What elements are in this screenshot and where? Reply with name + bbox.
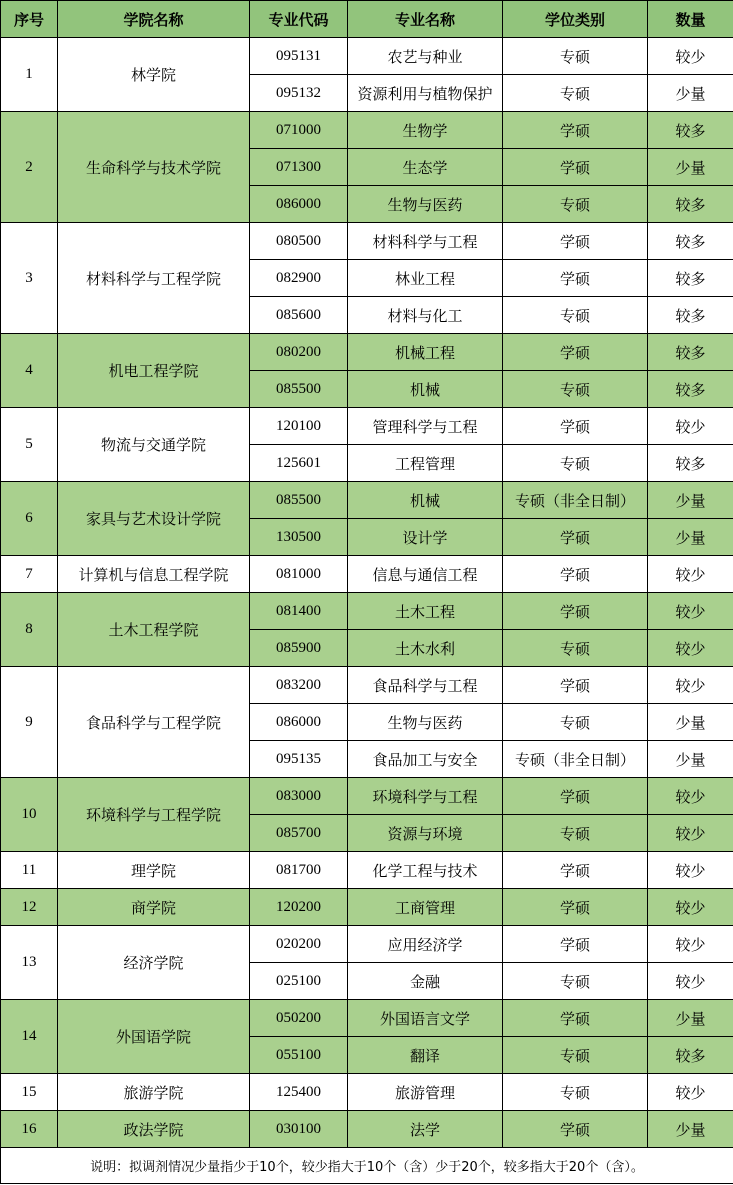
cell-degree: 学硕 <box>503 889 648 926</box>
cell-quantity: 较少 <box>648 1074 733 1111</box>
cell-index: 9 <box>1 667 58 778</box>
cell-college: 政法学院 <box>58 1111 250 1148</box>
cell-degree: 专硕 <box>503 1074 648 1111</box>
cell-major: 生物与医药 <box>348 704 503 741</box>
cell-major: 旅游管理 <box>348 1074 503 1111</box>
cell-code: 082900 <box>250 260 348 297</box>
cell-major: 翻译 <box>348 1037 503 1074</box>
cell-college: 家具与艺术设计学院 <box>58 482 250 556</box>
cell-degree: 专硕 <box>503 371 648 408</box>
table-body <box>1 38 733 1148</box>
cell-degree: 专硕 <box>503 815 648 852</box>
cell-major: 生物与医药 <box>348 186 503 223</box>
cell-code: 085500 <box>250 371 348 408</box>
cell-degree: 专硕 <box>503 704 648 741</box>
cell-college: 环境科学与工程学院 <box>58 778 250 852</box>
cell-code: 081000 <box>250 556 348 593</box>
cell-degree: 学硕 <box>503 778 648 815</box>
cell-code: 025100 <box>250 963 348 1000</box>
cell-code: 080200 <box>250 334 348 371</box>
cell-college: 计算机与信息工程学院 <box>58 556 250 593</box>
cell-code: 081400 <box>250 593 348 630</box>
cell-college: 机电工程学院 <box>58 334 250 408</box>
cell-index: 12 <box>1 889 58 926</box>
table-row <box>1 482 733 519</box>
cell-major: 工程管理 <box>348 445 503 482</box>
cell-degree: 学硕 <box>503 593 648 630</box>
cell-index: 7 <box>1 556 58 593</box>
cell-degree: 专硕 <box>503 186 648 223</box>
cell-index: 11 <box>1 852 58 889</box>
cell-degree: 学硕 <box>503 926 648 963</box>
cell-code: 071000 <box>250 112 348 149</box>
cell-college: 物流与交通学院 <box>58 408 250 482</box>
cell-quantity: 较多 <box>648 112 733 149</box>
cell-major: 土木水利 <box>348 630 503 667</box>
cell-degree: 学硕 <box>503 852 648 889</box>
cell-major: 设计学 <box>348 519 503 556</box>
cell-code: 081700 <box>250 852 348 889</box>
cell-degree: 专硕 <box>503 75 648 112</box>
cell-quantity: 较少 <box>648 889 733 926</box>
cell-quantity: 较少 <box>648 38 733 75</box>
header-row <box>1 1 733 38</box>
cell-quantity: 较多 <box>648 334 733 371</box>
cell-degree: 专硕 <box>503 1037 648 1074</box>
cell-code: 130500 <box>250 519 348 556</box>
cell-degree: 学硕 <box>503 223 648 260</box>
cell-major: 管理科学与工程 <box>348 408 503 445</box>
table-row <box>1 1111 733 1148</box>
cell-code: 120200 <box>250 889 348 926</box>
table-row <box>1 852 733 889</box>
cell-quantity: 较多 <box>648 260 733 297</box>
cell-quantity: 少量 <box>648 149 733 186</box>
cell-major: 生态学 <box>348 149 503 186</box>
cell-degree: 专硕 <box>503 630 648 667</box>
cell-quantity: 较少 <box>648 963 733 1000</box>
cell-quantity: 较少 <box>648 408 733 445</box>
cell-index: 8 <box>1 593 58 667</box>
table-row <box>1 778 733 815</box>
cell-major: 生物学 <box>348 112 503 149</box>
cell-quantity: 较多 <box>648 1037 733 1074</box>
cell-quantity: 较少 <box>648 852 733 889</box>
cell-quantity: 较少 <box>648 778 733 815</box>
cell-major: 环境科学与工程 <box>348 778 503 815</box>
cell-index: 1 <box>1 38 58 112</box>
cell-quantity: 较多 <box>648 223 733 260</box>
cell-major: 土木工程 <box>348 593 503 630</box>
cell-college: 经济学院 <box>58 926 250 1000</box>
cell-index: 10 <box>1 778 58 852</box>
cell-code: 083000 <box>250 778 348 815</box>
cell-index: 3 <box>1 223 58 334</box>
cell-degree: 专硕 <box>503 297 648 334</box>
cell-index: 4 <box>1 334 58 408</box>
table-row <box>1 926 733 963</box>
cell-quantity: 较少 <box>648 926 733 963</box>
cell-college: 材料科学与工程学院 <box>58 223 250 334</box>
cell-quantity: 较多 <box>648 371 733 408</box>
cell-quantity: 较少 <box>648 630 733 667</box>
cell-major: 林业工程 <box>348 260 503 297</box>
cell-quantity: 少量 <box>648 741 733 778</box>
cell-index: 6 <box>1 482 58 556</box>
cell-code: 085900 <box>250 630 348 667</box>
cell-major: 化学工程与技术 <box>348 852 503 889</box>
cell-code: 083200 <box>250 667 348 704</box>
header-cell-college: 学院名称 <box>58 1 250 38</box>
cell-quantity: 少量 <box>648 704 733 741</box>
cell-major: 外国语言文学 <box>348 1000 503 1037</box>
cell-degree: 专硕（非全日制） <box>503 482 648 519</box>
cell-degree: 学硕 <box>503 408 648 445</box>
cell-college: 土木工程学院 <box>58 593 250 667</box>
cell-degree: 学硕 <box>503 667 648 704</box>
cell-quantity: 较少 <box>648 593 733 630</box>
table-row <box>1 334 733 371</box>
cell-major: 机械 <box>348 482 503 519</box>
cell-quantity: 较多 <box>648 445 733 482</box>
header-cell-quantity: 数量 <box>648 1 733 38</box>
cell-code: 125601 <box>250 445 348 482</box>
cell-college: 林学院 <box>58 38 250 112</box>
cell-major: 材料与化工 <box>348 297 503 334</box>
cell-degree: 学硕 <box>503 556 648 593</box>
table-row <box>1 1074 733 1111</box>
cell-quantity: 少量 <box>648 482 733 519</box>
cell-index: 14 <box>1 1000 58 1074</box>
table-row <box>1 1000 733 1037</box>
cell-code: 125400 <box>250 1074 348 1111</box>
cell-code: 085700 <box>250 815 348 852</box>
cell-college: 商学院 <box>58 889 250 926</box>
cell-major: 食品科学与工程 <box>348 667 503 704</box>
table-row <box>1 889 733 926</box>
cell-major: 信息与通信工程 <box>348 556 503 593</box>
cell-major: 法学 <box>348 1111 503 1148</box>
cell-college: 生命科学与技术学院 <box>58 112 250 223</box>
cell-college: 旅游学院 <box>58 1074 250 1111</box>
cell-quantity: 较少 <box>648 815 733 852</box>
cell-quantity: 较多 <box>648 186 733 223</box>
cell-degree: 专硕 <box>503 963 648 1000</box>
note-text: 说明：拟调剂情况少量指少于10个，较少指大于10个（含）少于20个，较多指大于20个（含）。 <box>1 1148 733 1184</box>
note-row <box>1 1148 733 1184</box>
cell-major: 材料科学与工程 <box>348 223 503 260</box>
cell-quantity: 较少 <box>648 556 733 593</box>
cell-index: 15 <box>1 1074 58 1111</box>
cell-degree: 学硕 <box>503 334 648 371</box>
cell-quantity: 较多 <box>648 297 733 334</box>
cell-degree: 学硕 <box>503 1111 648 1148</box>
cell-major: 资源与环境 <box>348 815 503 852</box>
header-cell-degree: 学位类别 <box>503 1 648 38</box>
cell-college: 外国语学院 <box>58 1000 250 1074</box>
cell-quantity: 少量 <box>648 1111 733 1148</box>
cell-degree: 学硕 <box>503 260 648 297</box>
header-cell-major: 专业名称 <box>348 1 503 38</box>
cell-quantity: 较少 <box>648 667 733 704</box>
cell-degree: 学硕 <box>503 519 648 556</box>
cell-major: 金融 <box>348 963 503 1000</box>
cell-code: 085500 <box>250 482 348 519</box>
cell-major: 应用经济学 <box>348 926 503 963</box>
cell-college: 食品科学与工程学院 <box>58 667 250 778</box>
cell-quantity: 少量 <box>648 1000 733 1037</box>
cell-code: 080500 <box>250 223 348 260</box>
cell-major: 农艺与种业 <box>348 38 503 75</box>
cell-index: 2 <box>1 112 58 223</box>
cell-major: 食品加工与安全 <box>348 741 503 778</box>
cell-code: 095131 <box>250 38 348 75</box>
header-cell-code: 专业代码 <box>250 1 348 38</box>
cell-degree: 学硕 <box>503 112 648 149</box>
cell-degree: 专硕 <box>503 445 648 482</box>
cell-code: 086000 <box>250 704 348 741</box>
cell-code: 086000 <box>250 186 348 223</box>
cell-degree: 学硕 <box>503 149 648 186</box>
cell-major: 资源利用与植物保护 <box>348 75 503 112</box>
cell-index: 13 <box>1 926 58 1000</box>
cell-code: 071300 <box>250 149 348 186</box>
cell-quantity: 少量 <box>648 75 733 112</box>
header-cell-index: 序号 <box>1 1 58 38</box>
cell-degree: 学硕 <box>503 1000 648 1037</box>
table-row <box>1 38 733 75</box>
cell-index: 16 <box>1 1111 58 1148</box>
cell-major: 工商管理 <box>348 889 503 926</box>
cell-code: 085600 <box>250 297 348 334</box>
cell-major: 机械工程 <box>348 334 503 371</box>
cell-college: 理学院 <box>58 852 250 889</box>
cell-code: 095135 <box>250 741 348 778</box>
cell-quantity: 少量 <box>648 519 733 556</box>
cell-code: 050200 <box>250 1000 348 1037</box>
table-row <box>1 408 733 445</box>
table-row <box>1 556 733 593</box>
table-row <box>1 593 733 630</box>
cell-code: 095132 <box>250 75 348 112</box>
cell-degree: 专硕 <box>503 38 648 75</box>
cell-code: 030100 <box>250 1111 348 1148</box>
cell-code: 120100 <box>250 408 348 445</box>
cell-index: 5 <box>1 408 58 482</box>
table-row <box>1 667 733 704</box>
table-row <box>1 223 733 260</box>
cell-code: 020200 <box>250 926 348 963</box>
cell-degree: 专硕（非全日制） <box>503 741 648 778</box>
table-row <box>1 112 733 149</box>
cell-major: 机械 <box>348 371 503 408</box>
cell-code: 055100 <box>250 1037 348 1074</box>
